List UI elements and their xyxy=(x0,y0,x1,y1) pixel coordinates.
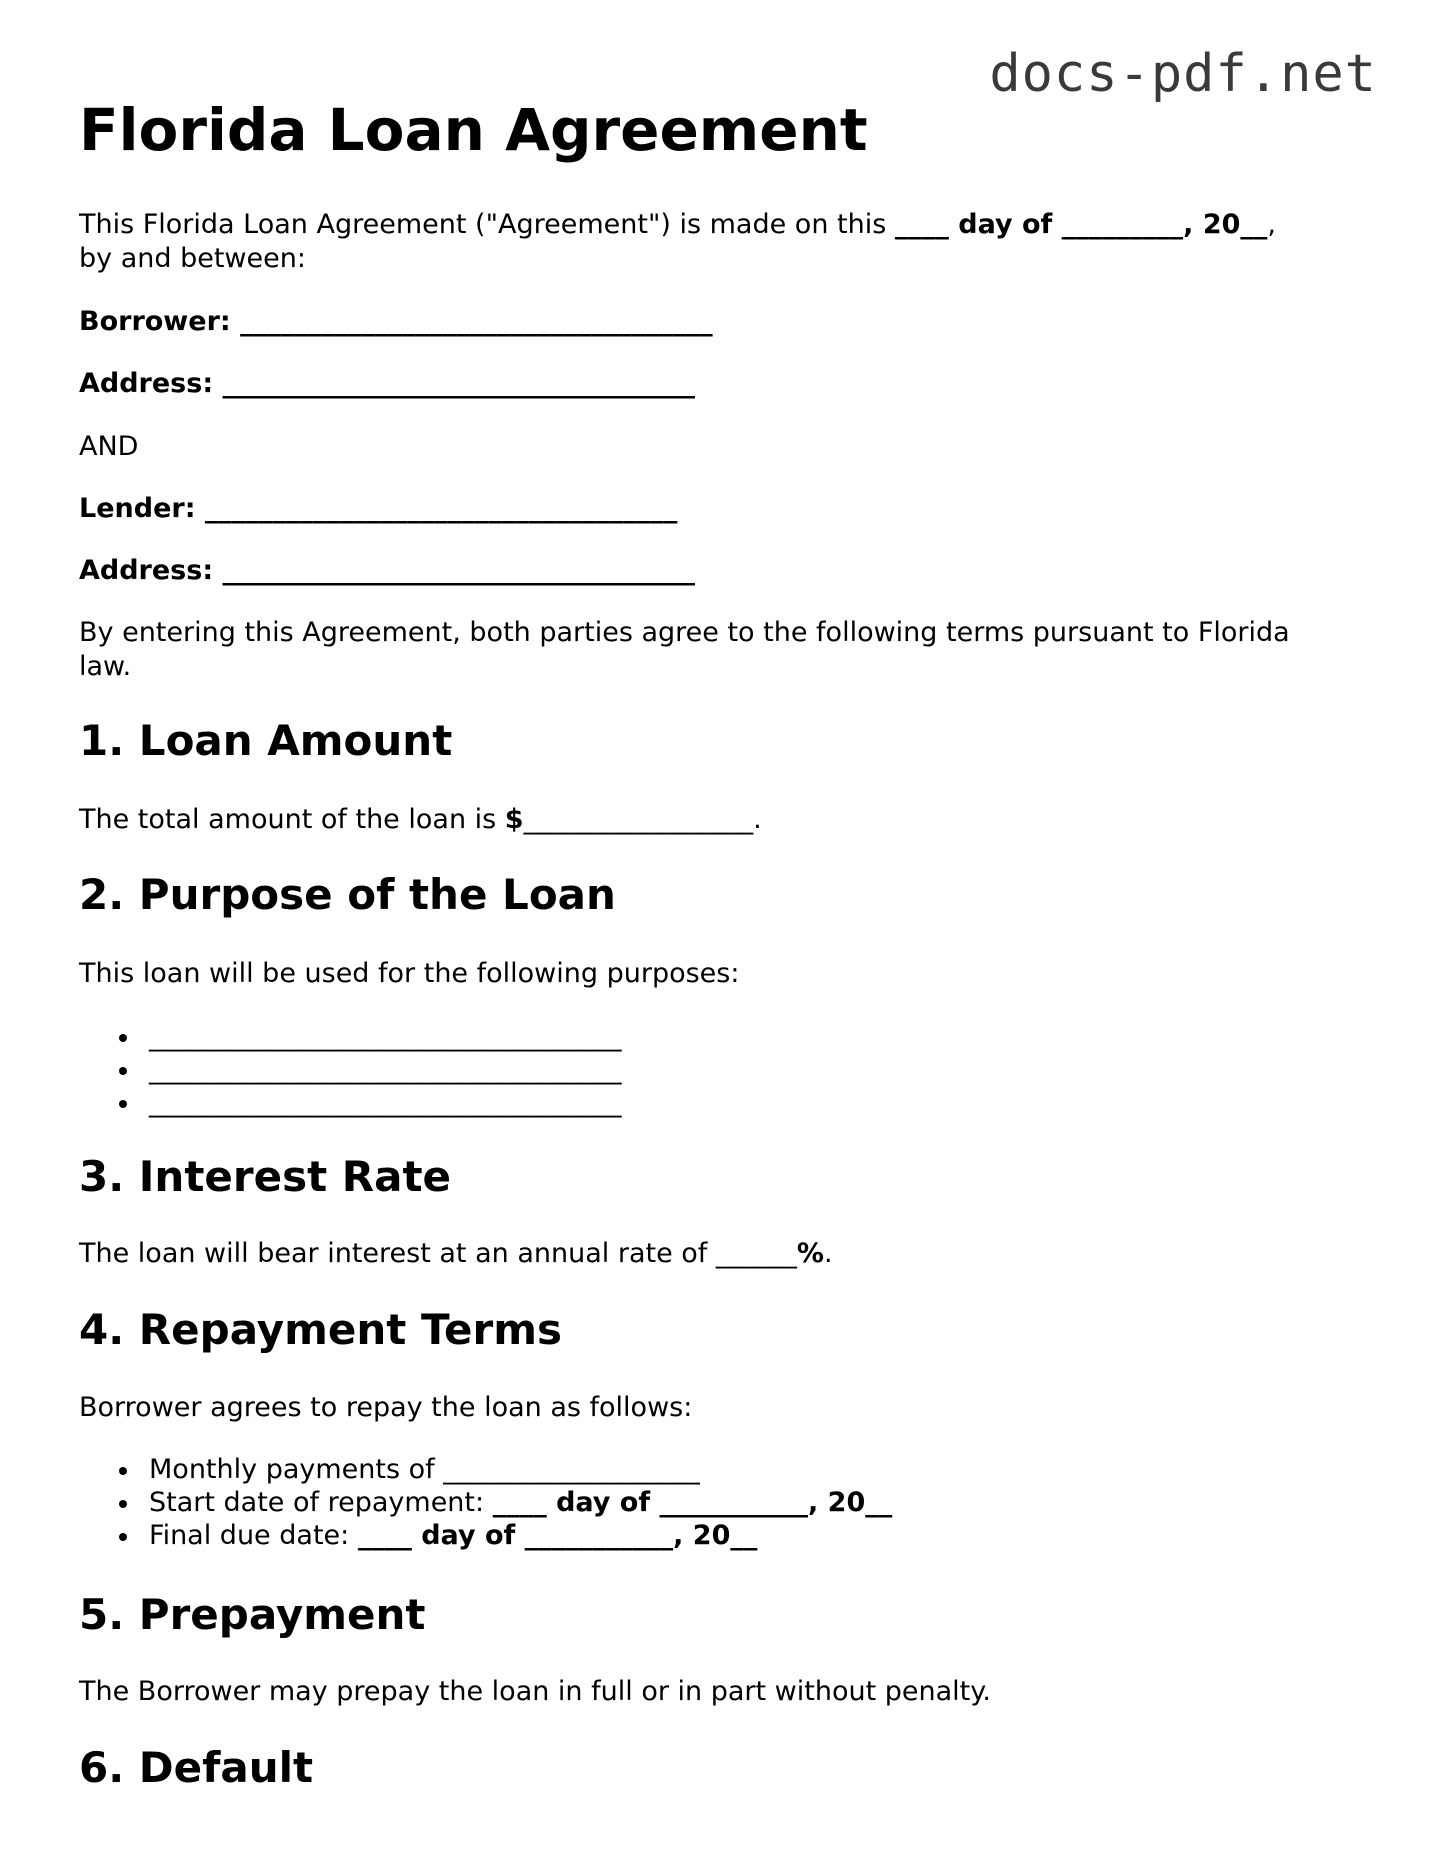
section-6-heading: 6. Default xyxy=(79,1743,314,1792)
intro-line-2: by and between: xyxy=(79,243,306,274)
section-1-heading: 1. Loan Amount xyxy=(79,716,453,765)
section-2-heading: 2. Purpose of the Loan xyxy=(79,870,616,919)
section-3-heading: 3. Interest Rate xyxy=(79,1152,452,1201)
lender-address-line xyxy=(79,554,695,587)
interest-rate-prefix: The loan will bear interest at an annual rate of xyxy=(79,1238,716,1269)
loan-amount-blank: _________________ xyxy=(523,804,754,835)
intro-comma: , xyxy=(1267,209,1277,240)
borrower-label: Borrower: xyxy=(79,306,231,337)
section-5-heading: 5. Prepayment xyxy=(79,1590,426,1639)
borrower-address-blank: ___________________________________ xyxy=(222,368,696,399)
list-item: ___________________________________ xyxy=(79,1086,622,1119)
lender-line xyxy=(79,492,677,525)
loan-amount-prefix: The total amount of the loan is xyxy=(79,804,505,835)
lender-address-blank: ___________________________________ xyxy=(222,555,696,586)
list-item xyxy=(79,1453,892,1486)
repayment-list xyxy=(79,1453,892,1552)
monthly-payments-label: Monthly payments of xyxy=(149,1454,444,1485)
monthly-payments-blank: ___________________ xyxy=(443,1454,700,1485)
purpose-text: This loan will be used for the following purposes: xyxy=(79,958,740,989)
purpose-list xyxy=(79,1020,622,1119)
dollar-sign: $ xyxy=(504,804,524,835)
loan-amount-period: . xyxy=(753,804,762,835)
start-date-label: Start date of repayment: xyxy=(149,1487,493,1518)
entering-line-2: law. xyxy=(79,651,132,682)
interest-rate-text xyxy=(79,1237,833,1270)
list-item xyxy=(79,1519,892,1552)
loan-amount-text xyxy=(79,803,762,836)
borrower-line xyxy=(79,305,713,338)
prepayment-text: The Borrower may prepay the loan in full or in part without penalty. xyxy=(79,1676,991,1707)
final-due-date-blank: ____ day of ___________, 20__ xyxy=(357,1520,758,1551)
section-4-heading: 4. Repayment Terms xyxy=(79,1305,562,1354)
start-date-blank: ____ day of ___________, 20__ xyxy=(492,1487,893,1518)
document-title: Florida Loan Agreement xyxy=(79,96,868,164)
intro-line-1 xyxy=(79,208,1276,241)
and-separator: AND xyxy=(79,431,139,462)
intro-text: This Florida Loan Agreement ("Agreement") is made on this xyxy=(79,209,895,240)
borrower-address-label: Address: xyxy=(79,368,214,399)
list-item: ___________________________________ xyxy=(79,1020,622,1053)
final-due-date-label: Final due date: xyxy=(149,1520,358,1551)
list-item: ___________________________________ xyxy=(79,1053,622,1086)
entering-line-1: By entering this Agreement, both parties agree to the following terms pursuant to Florida xyxy=(79,617,1290,648)
list-item xyxy=(79,1486,892,1519)
borrower-blank: ___________________________________ xyxy=(240,306,713,337)
borrower-address-line xyxy=(79,367,695,400)
lender-address-label: Address: xyxy=(79,555,214,586)
intro-date-blank: ____ day of _________, 20__ xyxy=(894,209,1268,240)
lender-label: Lender: xyxy=(79,493,196,524)
percent-sign: % xyxy=(796,1238,824,1269)
interest-rate-blank: ______ xyxy=(715,1238,797,1269)
watermark: docs-pdf.net xyxy=(989,44,1377,104)
interest-rate-period: . xyxy=(823,1238,833,1269)
repayment-text: Borrower agrees to repay the loan as follows: xyxy=(79,1392,693,1423)
lender-blank: ___________________________________ xyxy=(204,493,678,524)
